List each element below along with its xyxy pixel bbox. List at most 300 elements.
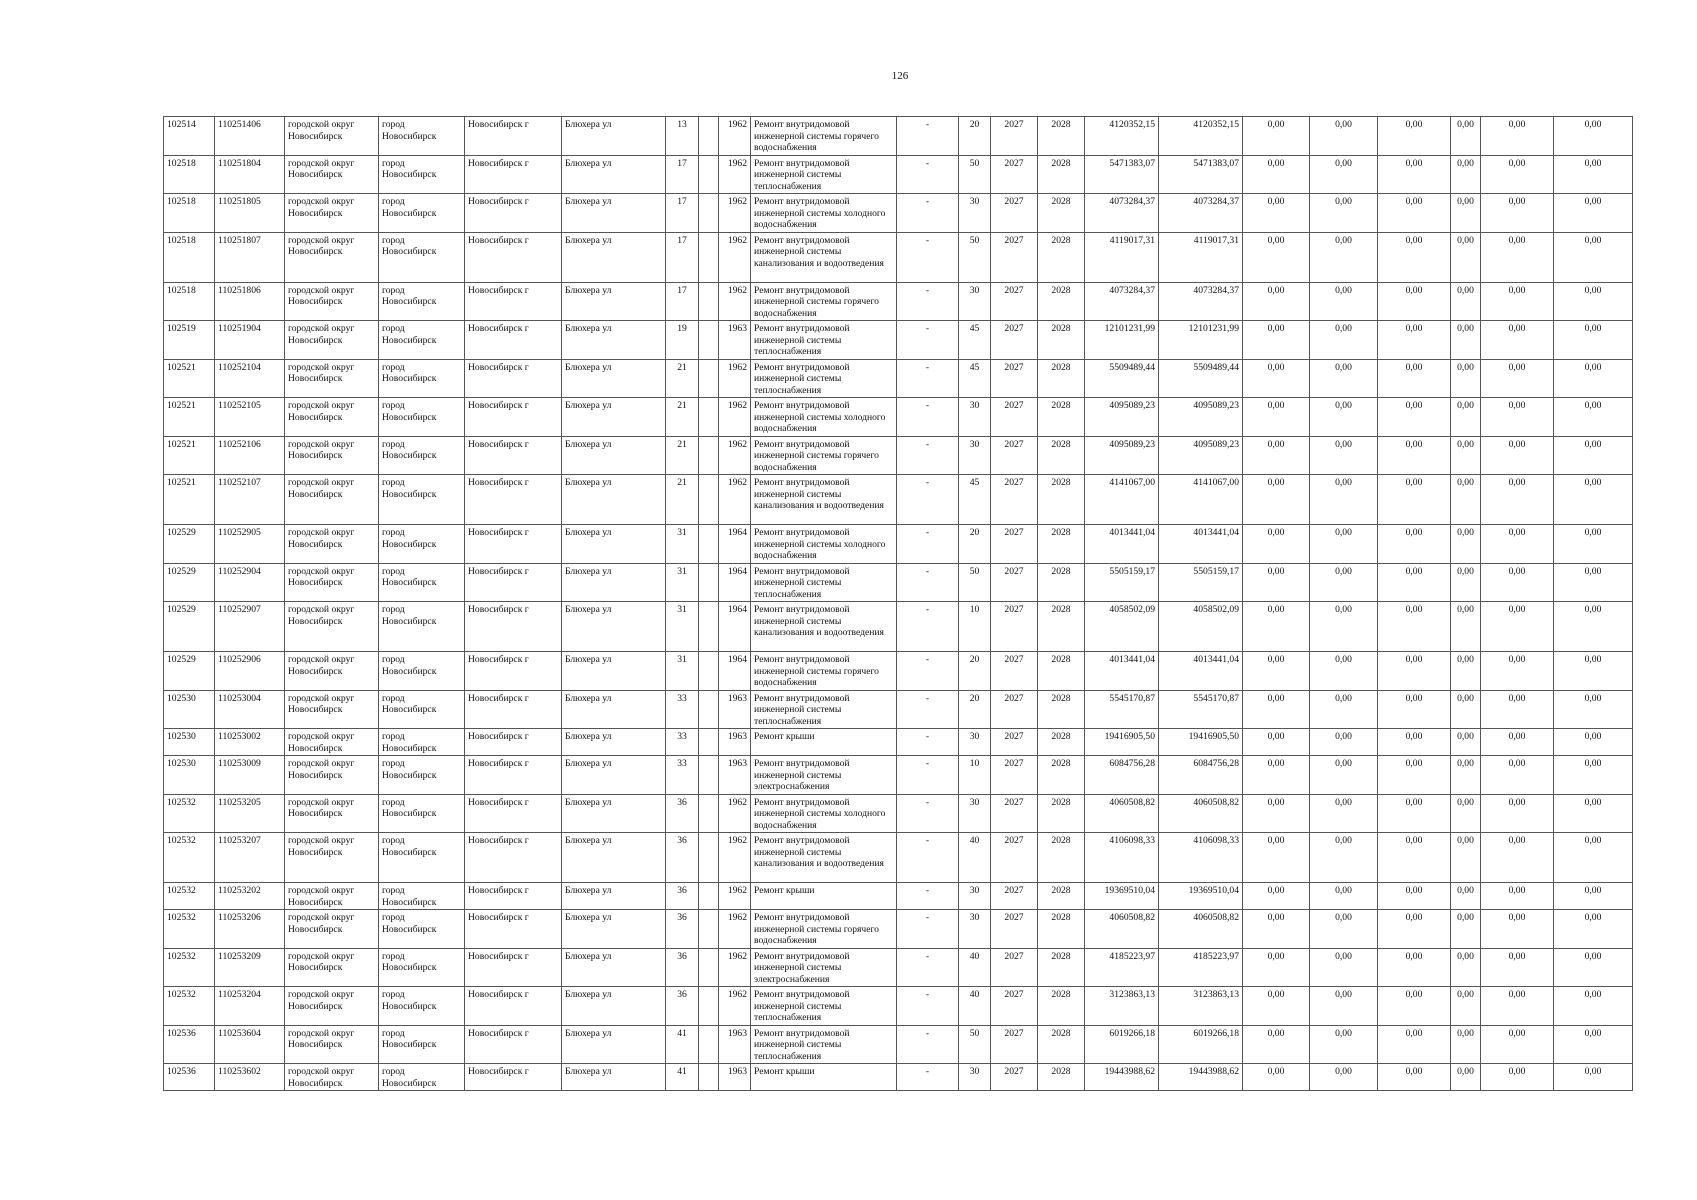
registry-body — [164, 117, 1633, 1091]
cell-cost-col-4: 0,00 — [1451, 690, 1481, 729]
cell-cost-col-4: 0,00 — [1451, 602, 1481, 652]
cell-building — [699, 563, 719, 602]
table-row — [164, 987, 1633, 1026]
cell-house-number: 17 — [666, 194, 699, 233]
cell-street: Блюхера ул — [562, 194, 666, 233]
cell-cost-col-5: 0,00 — [1481, 282, 1554, 321]
cell-house-number: 31 — [666, 602, 699, 652]
cell-cost-col-3: 0,00 — [1378, 729, 1451, 756]
cell-work-id: 110251804 — [215, 155, 285, 194]
cell-blank: - — [897, 910, 959, 949]
cell-plan-year-end: 2028 — [1038, 883, 1085, 910]
cell-cost-fund: 4058502,09 — [1159, 602, 1243, 652]
cell-municipal-district: городской округ Новосибирск — [285, 232, 379, 282]
cell-street: Блюхера ул — [562, 321, 666, 360]
cell-build-year: 1962 — [719, 359, 751, 398]
cell-wear-percent: 20 — [959, 117, 991, 156]
cell-wear-percent: 20 — [959, 525, 991, 564]
cell-street: Блюхера ул — [562, 563, 666, 602]
cell-cost-col-5: 0,00 — [1481, 525, 1554, 564]
cell-blank: - — [897, 652, 959, 691]
cell-wear-percent: 40 — [959, 833, 991, 883]
cell-building — [699, 117, 719, 156]
cell-blank: - — [897, 690, 959, 729]
cell-municipal-district: городской округ Новосибирск — [285, 652, 379, 691]
cell-plan-year-start: 2027 — [991, 910, 1038, 949]
cell-wear-percent: 30 — [959, 436, 991, 475]
cell-municipal-district: городской округ Новосибирск — [285, 756, 379, 795]
cell-municipal-district: городской округ Новосибирск — [285, 794, 379, 833]
cell-blank: - — [897, 1064, 959, 1091]
cell-house-number: 36 — [666, 910, 699, 949]
table-row — [164, 1064, 1633, 1091]
cell-wear-percent: 45 — [959, 475, 991, 525]
cell-work-id: 110252104 — [215, 359, 285, 398]
cell-total-cost: 4119017,31 — [1085, 232, 1159, 282]
cell-house-number: 17 — [666, 155, 699, 194]
cell-building — [699, 883, 719, 910]
cell-wear-percent: 50 — [959, 1025, 991, 1064]
cell-cost-col-6: 0,00 — [1554, 155, 1633, 194]
cell-plan-year-end: 2028 — [1038, 398, 1085, 437]
table-row — [164, 883, 1633, 910]
cell-cost-col-2: 0,00 — [1310, 282, 1378, 321]
cell-work-type: Ремонт внутридомовой инженерной системы электроснабжения — [751, 756, 897, 795]
cell-blank: - — [897, 833, 959, 883]
cell-cost-col-6: 0,00 — [1554, 398, 1633, 437]
cell-building — [699, 282, 719, 321]
cell-total-cost: 5471383,07 — [1085, 155, 1159, 194]
cell-street: Блюхера ул — [562, 398, 666, 437]
cell-cost-col-2: 0,00 — [1310, 690, 1378, 729]
cell-cost-col-6: 0,00 — [1554, 690, 1633, 729]
cell-building — [699, 1064, 719, 1091]
cell-plan-year-end: 2028 — [1038, 155, 1085, 194]
cell-cost-col-3: 0,00 — [1378, 1025, 1451, 1064]
cell-cost-col-1: 0,00 — [1243, 321, 1310, 360]
cell-cost-col-6: 0,00 — [1554, 321, 1633, 360]
cell-cost-col-6: 0,00 — [1554, 1064, 1633, 1091]
cell-plan-year-start: 2027 — [991, 475, 1038, 525]
table-row — [164, 359, 1633, 398]
cell-record-id: 102532 — [164, 948, 215, 987]
cell-street: Блюхера ул — [562, 1025, 666, 1064]
cell-house-number: 31 — [666, 525, 699, 564]
cell-cost-col-5: 0,00 — [1481, 883, 1554, 910]
cell-street: Блюхера ул — [562, 282, 666, 321]
cell-locality: Новосибирск г — [465, 321, 562, 360]
cell-cost-fund: 4119017,31 — [1159, 232, 1243, 282]
cell-work-id: 110252904 — [215, 563, 285, 602]
cell-locality: Новосибирск г — [465, 282, 562, 321]
cell-work-type: Ремонт внутридомовой инженерной системы теплоснабжения — [751, 690, 897, 729]
cell-street: Блюхера ул — [562, 910, 666, 949]
cell-cost-fund: 4013441,04 — [1159, 525, 1243, 564]
cell-locality: Новосибирск г — [465, 987, 562, 1026]
cell-municipal-district: городской округ Новосибирск — [285, 398, 379, 437]
cell-street: Блюхера ул — [562, 359, 666, 398]
cell-work-type: Ремонт внутридомовой инженерной системы электроснабжения — [751, 948, 897, 987]
cell-work-type: Ремонт внутридомовой инженерной системы канализования и водоотведения — [751, 833, 897, 883]
cell-record-id: 102519 — [164, 321, 215, 360]
cell-locality: Новосибирск г — [465, 1064, 562, 1091]
cell-cost-col-3: 0,00 — [1378, 282, 1451, 321]
cell-plan-year-end: 2028 — [1038, 1064, 1085, 1091]
cell-cost-col-1: 0,00 — [1243, 652, 1310, 691]
cell-municipal-district: городской округ Новосибирск — [285, 359, 379, 398]
cell-building — [699, 321, 719, 360]
cell-cost-col-4: 0,00 — [1451, 948, 1481, 987]
cell-total-cost: 4058502,09 — [1085, 602, 1159, 652]
cell-cost-col-4: 0,00 — [1451, 563, 1481, 602]
cell-build-year: 1962 — [719, 883, 751, 910]
cell-cost-col-4: 0,00 — [1451, 475, 1481, 525]
cell-locality: Новосибирск г — [465, 359, 562, 398]
cell-house-number: 33 — [666, 690, 699, 729]
cell-cost-col-5: 0,00 — [1481, 602, 1554, 652]
cell-cost-col-6: 0,00 — [1554, 1025, 1633, 1064]
cell-build-year: 1962 — [719, 948, 751, 987]
cell-cost-col-2: 0,00 — [1310, 602, 1378, 652]
cell-house-number: 17 — [666, 282, 699, 321]
cell-cost-col-4: 0,00 — [1451, 359, 1481, 398]
table-row — [164, 155, 1633, 194]
cell-cost-fund: 19416905,50 — [1159, 729, 1243, 756]
cell-blank: - — [897, 602, 959, 652]
cell-plan-year-start: 2027 — [991, 155, 1038, 194]
cell-cost-fund: 4106098,33 — [1159, 833, 1243, 883]
cell-work-type: Ремонт внутридомовой инженерной системы теплоснабжения — [751, 987, 897, 1026]
cell-settlement: город Новосибирск — [379, 282, 465, 321]
cell-record-id: 102521 — [164, 475, 215, 525]
cell-build-year: 1962 — [719, 282, 751, 321]
cell-street: Блюхера ул — [562, 729, 666, 756]
cell-cost-col-2: 0,00 — [1310, 1064, 1378, 1091]
cell-build-year: 1963 — [719, 321, 751, 360]
cell-record-id: 102532 — [164, 987, 215, 1026]
cell-municipal-district: городской округ Новосибирск — [285, 436, 379, 475]
cell-work-id: 110253604 — [215, 1025, 285, 1064]
cell-blank: - — [897, 155, 959, 194]
cell-cost-col-2: 0,00 — [1310, 232, 1378, 282]
cell-work-type: Ремонт внутридомовой инженерной системы канализования и водоотведения — [751, 232, 897, 282]
cell-cost-col-6: 0,00 — [1554, 602, 1633, 652]
cell-blank: - — [897, 398, 959, 437]
table-row — [164, 282, 1633, 321]
cell-cost-fund: 12101231,99 — [1159, 321, 1243, 360]
cell-locality: Новосибирск г — [465, 398, 562, 437]
cell-building — [699, 475, 719, 525]
cell-building — [699, 155, 719, 194]
cell-locality: Новосибирск г — [465, 525, 562, 564]
cell-cost-col-3: 0,00 — [1378, 910, 1451, 949]
cell-total-cost: 19416905,50 — [1085, 729, 1159, 756]
cell-cost-col-5: 0,00 — [1481, 436, 1554, 475]
cell-cost-col-4: 0,00 — [1451, 652, 1481, 691]
cell-municipal-district: городской округ Новосибирск — [285, 833, 379, 883]
cell-build-year: 1963 — [719, 729, 751, 756]
cell-municipal-district: городской округ Новосибирск — [285, 475, 379, 525]
table-row — [164, 436, 1633, 475]
cell-settlement: город Новосибирск — [379, 756, 465, 795]
cell-plan-year-start: 2027 — [991, 232, 1038, 282]
cell-work-id: 110253004 — [215, 690, 285, 729]
cell-cost-col-5: 0,00 — [1481, 563, 1554, 602]
cell-blank: - — [897, 563, 959, 602]
cell-cost-col-5: 0,00 — [1481, 690, 1554, 729]
cell-settlement: город Новосибирск — [379, 602, 465, 652]
cell-cost-col-5: 0,00 — [1481, 729, 1554, 756]
cell-work-type: Ремонт внутридомовой инженерной системы теплоснабжения — [751, 359, 897, 398]
cell-cost-col-4: 0,00 — [1451, 436, 1481, 475]
cell-total-cost: 4120352,15 — [1085, 117, 1159, 156]
cell-house-number: 21 — [666, 398, 699, 437]
cell-work-id: 110253207 — [215, 833, 285, 883]
cell-building — [699, 729, 719, 756]
cell-settlement: город Новосибирск — [379, 652, 465, 691]
cell-cost-col-1: 0,00 — [1243, 525, 1310, 564]
cell-total-cost: 4073284,37 — [1085, 282, 1159, 321]
cell-cost-col-5: 0,00 — [1481, 1025, 1554, 1064]
cell-settlement: город Новосибирск — [379, 794, 465, 833]
cell-record-id: 102521 — [164, 436, 215, 475]
cell-build-year: 1962 — [719, 232, 751, 282]
cell-plan-year-start: 2027 — [991, 194, 1038, 233]
cell-cost-col-2: 0,00 — [1310, 910, 1378, 949]
cell-plan-year-end: 2028 — [1038, 232, 1085, 282]
cell-cost-col-2: 0,00 — [1310, 359, 1378, 398]
cell-cost-col-2: 0,00 — [1310, 321, 1378, 360]
cell-cost-col-3: 0,00 — [1378, 794, 1451, 833]
cell-cost-col-4: 0,00 — [1451, 525, 1481, 564]
cell-cost-col-1: 0,00 — [1243, 910, 1310, 949]
cell-locality: Новосибирск г — [465, 910, 562, 949]
cell-work-type: Ремонт внутридомовой инженерной системы канализования и водоотведения — [751, 602, 897, 652]
cell-cost-fund: 4060508,82 — [1159, 794, 1243, 833]
cell-total-cost: 5509489,44 — [1085, 359, 1159, 398]
cell-cost-fund: 19443988,62 — [1159, 1064, 1243, 1091]
cell-cost-col-1: 0,00 — [1243, 155, 1310, 194]
table-row — [164, 833, 1633, 883]
cell-plan-year-end: 2028 — [1038, 948, 1085, 987]
cell-house-number: 41 — [666, 1064, 699, 1091]
cell-build-year: 1963 — [719, 1064, 751, 1091]
cell-cost-col-2: 0,00 — [1310, 475, 1378, 525]
cell-work-type: Ремонт крыши — [751, 883, 897, 910]
cell-total-cost: 12101231,99 — [1085, 321, 1159, 360]
cell-plan-year-start: 2027 — [991, 794, 1038, 833]
cell-cost-fund: 6084756,28 — [1159, 756, 1243, 795]
cell-cost-col-6: 0,00 — [1554, 232, 1633, 282]
cell-build-year: 1962 — [719, 794, 751, 833]
cell-record-id: 102514 — [164, 117, 215, 156]
cell-cost-col-5: 0,00 — [1481, 194, 1554, 233]
cell-cost-col-6: 0,00 — [1554, 987, 1633, 1026]
cell-total-cost: 19369510,04 — [1085, 883, 1159, 910]
cell-cost-col-1: 0,00 — [1243, 194, 1310, 233]
cell-wear-percent: 30 — [959, 729, 991, 756]
cell-cost-col-4: 0,00 — [1451, 833, 1481, 883]
cell-cost-col-3: 0,00 — [1378, 948, 1451, 987]
cell-wear-percent: 30 — [959, 1064, 991, 1091]
cell-blank: - — [897, 321, 959, 360]
cell-street: Блюхера ул — [562, 794, 666, 833]
cell-cost-col-6: 0,00 — [1554, 652, 1633, 691]
cell-cost-col-2: 0,00 — [1310, 155, 1378, 194]
cell-plan-year-end: 2028 — [1038, 794, 1085, 833]
cell-plan-year-end: 2028 — [1038, 436, 1085, 475]
cell-locality: Новосибирск г — [465, 602, 562, 652]
cell-wear-percent: 30 — [959, 794, 991, 833]
cell-locality: Новосибирск г — [465, 563, 562, 602]
cell-cost-col-1: 0,00 — [1243, 948, 1310, 987]
cell-locality: Новосибирск г — [465, 475, 562, 525]
cell-cost-col-6: 0,00 — [1554, 833, 1633, 883]
cell-build-year: 1962 — [719, 475, 751, 525]
cell-cost-fund: 4073284,37 — [1159, 194, 1243, 233]
cell-municipal-district: городской округ Новосибирск — [285, 1064, 379, 1091]
cell-municipal-district: городской округ Новосибирск — [285, 729, 379, 756]
cell-cost-col-3: 0,00 — [1378, 436, 1451, 475]
cell-cost-col-1: 0,00 — [1243, 794, 1310, 833]
cell-cost-col-4: 0,00 — [1451, 155, 1481, 194]
cell-settlement: город Новосибирск — [379, 833, 465, 883]
cell-work-type: Ремонт внутридомовой инженерной системы канализования и водоотведения — [751, 475, 897, 525]
cell-street: Блюхера ул — [562, 1064, 666, 1091]
cell-total-cost: 5545170,87 — [1085, 690, 1159, 729]
cell-work-id: 110251805 — [215, 194, 285, 233]
cell-building — [699, 359, 719, 398]
cell-settlement: город Новосибирск — [379, 690, 465, 729]
cell-cost-fund: 5509489,44 — [1159, 359, 1243, 398]
cell-settlement: город Новосибирск — [379, 729, 465, 756]
cell-plan-year-end: 2028 — [1038, 563, 1085, 602]
cell-cost-fund: 4095089,23 — [1159, 398, 1243, 437]
cell-cost-col-6: 0,00 — [1554, 910, 1633, 949]
cell-record-id: 102530 — [164, 756, 215, 795]
cell-cost-col-4: 0,00 — [1451, 756, 1481, 795]
cell-build-year: 1962 — [719, 117, 751, 156]
cell-locality: Новосибирск г — [465, 194, 562, 233]
cell-plan-year-start: 2027 — [991, 563, 1038, 602]
cell-locality: Новосибирск г — [465, 756, 562, 795]
cell-building — [699, 398, 719, 437]
cell-work-id: 110253002 — [215, 729, 285, 756]
cell-plan-year-end: 2028 — [1038, 652, 1085, 691]
cell-record-id: 102518 — [164, 232, 215, 282]
cell-record-id: 102532 — [164, 833, 215, 883]
cell-municipal-district: городской округ Новосибирск — [285, 1025, 379, 1064]
cell-work-id: 110252907 — [215, 602, 285, 652]
cell-locality: Новосибирск г — [465, 1025, 562, 1064]
cell-build-year: 1962 — [719, 398, 751, 437]
table-row — [164, 232, 1633, 282]
cell-record-id: 102529 — [164, 602, 215, 652]
cell-cost-col-6: 0,00 — [1554, 883, 1633, 910]
cell-plan-year-start: 2027 — [991, 1064, 1038, 1091]
cell-cost-col-5: 0,00 — [1481, 321, 1554, 360]
cell-settlement: город Новосибирск — [379, 117, 465, 156]
cell-cost-fund: 5505159,17 — [1159, 563, 1243, 602]
cell-house-number: 21 — [666, 359, 699, 398]
cell-plan-year-start: 2027 — [991, 398, 1038, 437]
cell-house-number: 19 — [666, 321, 699, 360]
cell-street: Блюхера ул — [562, 475, 666, 525]
cell-blank: - — [897, 883, 959, 910]
cell-street: Блюхера ул — [562, 436, 666, 475]
cell-building — [699, 690, 719, 729]
cell-municipal-district: городской округ Новосибирск — [285, 690, 379, 729]
cell-house-number: 31 — [666, 652, 699, 691]
cell-street: Блюхера ул — [562, 525, 666, 564]
cell-plan-year-start: 2027 — [991, 690, 1038, 729]
cell-cost-col-3: 0,00 — [1378, 155, 1451, 194]
cell-locality: Новосибирск г — [465, 652, 562, 691]
cell-build-year: 1964 — [719, 602, 751, 652]
cell-work-id: 110251904 — [215, 321, 285, 360]
cell-plan-year-start: 2027 — [991, 359, 1038, 398]
cell-plan-year-end: 2028 — [1038, 282, 1085, 321]
cell-cost-col-6: 0,00 — [1554, 436, 1633, 475]
cell-total-cost: 6084756,28 — [1085, 756, 1159, 795]
cell-cost-col-5: 0,00 — [1481, 794, 1554, 833]
cell-blank: - — [897, 756, 959, 795]
cell-record-id: 102536 — [164, 1064, 215, 1091]
cell-house-number: 36 — [666, 833, 699, 883]
cell-building — [699, 436, 719, 475]
cell-settlement: город Новосибирск — [379, 475, 465, 525]
cell-cost-col-3: 0,00 — [1378, 117, 1451, 156]
cell-cost-col-2: 0,00 — [1310, 756, 1378, 795]
cell-cost-col-6: 0,00 — [1554, 756, 1633, 795]
cell-plan-year-end: 2028 — [1038, 602, 1085, 652]
cell-plan-year-start: 2027 — [991, 729, 1038, 756]
table-row — [164, 652, 1633, 691]
cell-work-id: 110252105 — [215, 398, 285, 437]
cell-plan-year-end: 2028 — [1038, 1025, 1085, 1064]
cell-build-year: 1962 — [719, 194, 751, 233]
cell-plan-year-start: 2027 — [991, 525, 1038, 564]
cell-cost-col-4: 0,00 — [1451, 987, 1481, 1026]
cell-cost-col-3: 0,00 — [1378, 756, 1451, 795]
cell-cost-col-2: 0,00 — [1310, 398, 1378, 437]
cell-cost-col-2: 0,00 — [1310, 794, 1378, 833]
cell-cost-fund: 4073284,37 — [1159, 282, 1243, 321]
cell-cost-col-6: 0,00 — [1554, 948, 1633, 987]
cell-plan-year-end: 2028 — [1038, 987, 1085, 1026]
cell-cost-col-6: 0,00 — [1554, 729, 1633, 756]
cell-work-id: 110253206 — [215, 910, 285, 949]
cell-wear-percent: 50 — [959, 563, 991, 602]
cell-plan-year-end: 2028 — [1038, 359, 1085, 398]
cell-work-id: 110253202 — [215, 883, 285, 910]
cell-work-type: Ремонт внутридомовой инженерной системы холодного водоснабжения — [751, 525, 897, 564]
cell-cost-col-1: 0,00 — [1243, 729, 1310, 756]
cell-house-number: 13 — [666, 117, 699, 156]
cell-municipal-district: городской округ Новосибирск — [285, 282, 379, 321]
cell-work-type: Ремонт внутридомовой инженерной системы горячего водоснабжения — [751, 436, 897, 475]
cell-building — [699, 987, 719, 1026]
table-row — [164, 948, 1633, 987]
cell-settlement: город Новосибирск — [379, 1064, 465, 1091]
cell-cost-col-2: 0,00 — [1310, 833, 1378, 883]
cell-cost-col-1: 0,00 — [1243, 232, 1310, 282]
cell-cost-col-2: 0,00 — [1310, 1025, 1378, 1064]
cell-cost-col-3: 0,00 — [1378, 525, 1451, 564]
cell-cost-col-2: 0,00 — [1310, 436, 1378, 475]
cell-municipal-district: городской округ Новосибирск — [285, 321, 379, 360]
cell-plan-year-end: 2028 — [1038, 833, 1085, 883]
